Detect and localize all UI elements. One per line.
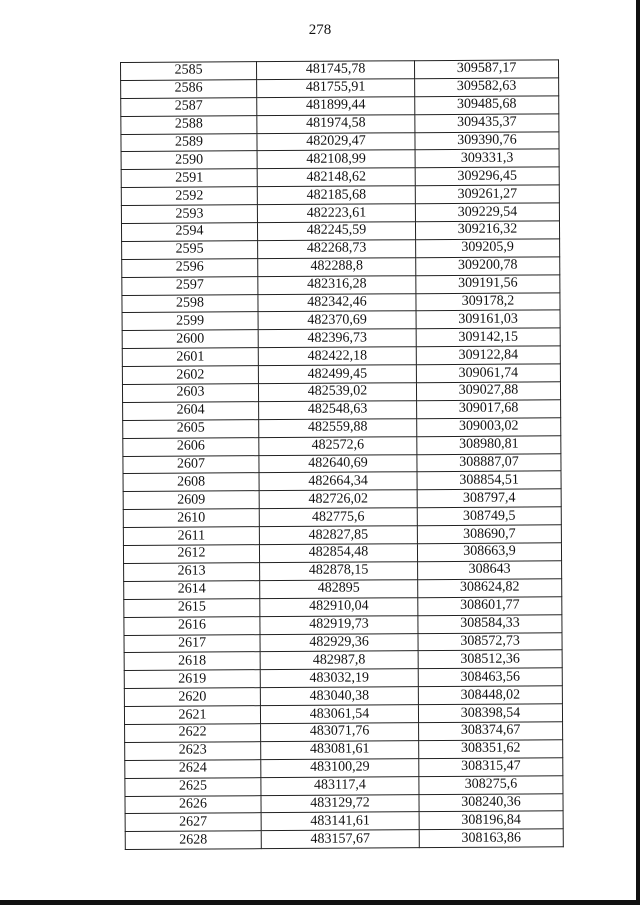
y-coordinate-cell: 308584,33 xyxy=(418,614,562,633)
x-coordinate-cell: 482987,8 xyxy=(260,651,418,670)
coordinates-table xyxy=(120,59,564,850)
x-coordinate-cell: 483117,4 xyxy=(261,776,419,795)
x-coordinate-cell: 482895 xyxy=(260,580,418,599)
y-coordinate-cell: 308887,07 xyxy=(417,453,561,472)
x-coordinate-cell: 482664,34 xyxy=(259,472,417,491)
point-number-cell: 2619 xyxy=(124,670,260,689)
y-coordinate-cell: 309027,88 xyxy=(416,382,560,401)
y-coordinate-cell: 309435,37 xyxy=(415,113,559,132)
x-coordinate-cell: 482499,45 xyxy=(258,365,416,384)
x-coordinate-cell: 482572,6 xyxy=(259,436,417,455)
point-number-cell: 2600 xyxy=(122,330,258,349)
point-number-cell: 2627 xyxy=(125,813,261,832)
scan-edge-bottom xyxy=(0,900,640,905)
y-coordinate-cell: 308351,62 xyxy=(419,740,563,759)
x-coordinate-cell: 482316,28 xyxy=(258,275,416,294)
x-coordinate-cell: 482148,62 xyxy=(257,168,415,187)
point-number-cell: 2624 xyxy=(125,759,261,778)
y-coordinate-cell: 309200,78 xyxy=(416,257,560,276)
y-coordinate-cell: 308749,5 xyxy=(417,507,561,526)
y-coordinate-cell: 309331,3 xyxy=(415,149,559,168)
point-number-cell: 2592 xyxy=(121,187,257,206)
point-number-cell: 2587 xyxy=(121,97,257,116)
point-number-cell: 2601 xyxy=(122,348,258,367)
point-number-cell: 2585 xyxy=(121,62,257,81)
x-coordinate-cell: 482929,36 xyxy=(260,633,418,652)
x-coordinate-cell: 482029,47 xyxy=(257,132,415,151)
y-coordinate-cell: 308690,7 xyxy=(417,525,561,544)
x-coordinate-cell: 483129,72 xyxy=(261,794,419,813)
y-coordinate-cell: 309191,56 xyxy=(416,275,560,294)
x-coordinate-cell: 483100,29 xyxy=(261,758,419,777)
point-number-cell: 2606 xyxy=(123,437,259,456)
x-coordinate-cell: 483032,19 xyxy=(260,669,418,688)
point-number-cell: 2614 xyxy=(124,580,260,599)
y-coordinate-cell: 309122,84 xyxy=(416,346,560,365)
x-coordinate-cell: 482422,18 xyxy=(258,347,416,366)
y-coordinate-cell: 308240,36 xyxy=(419,793,563,812)
y-coordinate-cell: 309216,32 xyxy=(415,221,559,240)
x-coordinate-cell: 482559,88 xyxy=(259,419,417,438)
x-coordinate-cell: 483141,61 xyxy=(261,812,419,831)
point-number-cell: 2598 xyxy=(122,294,258,313)
point-number-cell: 2590 xyxy=(121,151,257,170)
y-coordinate-cell: 308374,67 xyxy=(419,722,563,741)
x-coordinate-cell: 482396,73 xyxy=(258,329,416,348)
point-number-cell: 2618 xyxy=(124,652,260,671)
y-coordinate-cell: 309485,68 xyxy=(415,96,559,115)
y-coordinate-cell: 309205,9 xyxy=(416,239,560,258)
x-coordinate-cell: 481974,58 xyxy=(257,114,415,133)
y-coordinate-cell: 308463,56 xyxy=(418,668,562,687)
y-coordinate-cell: 308512,36 xyxy=(418,650,562,669)
point-number-cell: 2611 xyxy=(123,527,259,546)
x-coordinate-cell: 482854,48 xyxy=(259,544,417,563)
y-coordinate-cell: 308163,86 xyxy=(419,829,563,848)
x-coordinate-cell: 482919,73 xyxy=(260,615,418,634)
x-coordinate-cell: 482827,85 xyxy=(259,526,417,545)
x-coordinate-cell: 483061,54 xyxy=(260,705,418,724)
point-number-cell: 2599 xyxy=(122,312,258,331)
y-coordinate-cell: 309390,76 xyxy=(415,131,559,150)
point-number-cell: 2589 xyxy=(121,133,257,152)
coordinates-table-body xyxy=(121,60,564,850)
point-number-cell: 2628 xyxy=(125,831,261,850)
point-number-cell: 2596 xyxy=(122,258,258,277)
x-coordinate-cell: 482288,8 xyxy=(258,257,416,276)
y-coordinate-cell: 308663,9 xyxy=(417,543,561,562)
point-number-cell: 2610 xyxy=(123,509,259,528)
point-number-cell: 2602 xyxy=(122,366,258,385)
point-number-cell: 2595 xyxy=(122,241,258,260)
y-coordinate-cell: 308643 xyxy=(418,561,562,580)
point-number-cell: 2623 xyxy=(125,741,261,760)
y-coordinate-cell: 309003,02 xyxy=(417,418,561,437)
page-number: 278 xyxy=(308,22,332,38)
y-coordinate-cell: 309161,03 xyxy=(416,310,560,329)
point-number-cell: 2622 xyxy=(125,724,261,743)
point-number-cell: 2597 xyxy=(122,276,258,295)
scan-edge-right xyxy=(636,0,640,905)
y-coordinate-cell: 309142,15 xyxy=(416,328,560,347)
x-coordinate-cell: 481755,91 xyxy=(257,79,415,98)
point-number-cell: 2608 xyxy=(123,473,259,492)
point-number-cell: 2609 xyxy=(123,491,259,510)
point-number-cell: 2594 xyxy=(121,223,257,242)
point-number-cell: 2621 xyxy=(124,706,260,725)
x-coordinate-cell: 482640,69 xyxy=(259,454,417,473)
y-coordinate-cell: 309587,17 xyxy=(414,60,558,79)
table-row xyxy=(125,829,563,850)
x-coordinate-cell: 483157,67 xyxy=(261,830,419,849)
y-coordinate-cell: 308448,02 xyxy=(418,686,562,705)
y-coordinate-cell: 308196,84 xyxy=(419,811,563,830)
point-number-cell: 2588 xyxy=(121,115,257,134)
point-number-cell: 2612 xyxy=(123,545,259,564)
point-number-cell: 2607 xyxy=(123,455,259,474)
y-coordinate-cell: 309296,45 xyxy=(415,167,559,186)
y-coordinate-cell: 309061,74 xyxy=(416,364,560,383)
x-coordinate-cell: 482223,61 xyxy=(257,204,415,223)
point-number-cell: 2625 xyxy=(125,777,261,796)
y-coordinate-cell: 308601,77 xyxy=(418,597,562,616)
y-coordinate-cell: 308275,6 xyxy=(419,775,563,794)
x-coordinate-cell: 482245,59 xyxy=(257,222,415,241)
y-coordinate-cell: 309261,27 xyxy=(415,185,559,204)
x-coordinate-cell: 483081,61 xyxy=(261,741,419,760)
x-coordinate-cell: 483040,38 xyxy=(260,687,418,706)
point-number-cell: 2591 xyxy=(121,169,257,188)
y-coordinate-cell: 308315,47 xyxy=(419,758,563,777)
x-coordinate-cell: 481899,44 xyxy=(257,96,415,115)
y-coordinate-cell: 308797,4 xyxy=(417,489,561,508)
point-number-cell: 2586 xyxy=(121,80,257,99)
point-number-cell: 2593 xyxy=(121,205,257,224)
x-coordinate-cell: 482910,04 xyxy=(260,597,418,616)
point-number-cell: 2620 xyxy=(124,688,260,707)
x-coordinate-cell: 482342,46 xyxy=(258,293,416,312)
y-coordinate-cell: 309229,54 xyxy=(415,203,559,222)
y-coordinate-cell: 308398,54 xyxy=(418,704,562,723)
y-coordinate-cell: 309178,2 xyxy=(416,292,560,311)
x-coordinate-cell: 482878,15 xyxy=(260,562,418,581)
x-coordinate-cell: 482370,69 xyxy=(258,311,416,330)
point-number-cell: 2605 xyxy=(123,419,259,438)
x-coordinate-cell: 482548,63 xyxy=(259,401,417,420)
y-coordinate-cell: 309582,63 xyxy=(415,78,559,97)
y-coordinate-cell: 308572,73 xyxy=(418,632,562,651)
point-number-cell: 2604 xyxy=(123,402,259,421)
x-coordinate-cell: 481745,78 xyxy=(257,61,415,80)
point-number-cell: 2613 xyxy=(124,563,260,582)
x-coordinate-cell: 482108,99 xyxy=(257,150,415,169)
point-number-cell: 2603 xyxy=(122,384,258,403)
y-coordinate-cell: 309017,68 xyxy=(417,400,561,419)
point-number-cell: 2617 xyxy=(124,634,260,653)
point-number-cell: 2616 xyxy=(124,616,260,635)
y-coordinate-cell: 308854,51 xyxy=(417,471,561,490)
x-coordinate-cell: 482726,02 xyxy=(259,490,417,509)
y-coordinate-cell: 308624,82 xyxy=(418,579,562,598)
x-coordinate-cell: 482268,73 xyxy=(258,240,416,259)
x-coordinate-cell: 482539,02 xyxy=(258,383,416,402)
x-coordinate-cell: 482185,68 xyxy=(257,186,415,205)
y-coordinate-cell: 308980,81 xyxy=(417,436,561,455)
x-coordinate-cell: 482775,6 xyxy=(259,508,417,527)
x-coordinate-cell: 483071,76 xyxy=(261,723,419,742)
point-number-cell: 2626 xyxy=(125,795,261,814)
point-number-cell: 2615 xyxy=(124,598,260,617)
